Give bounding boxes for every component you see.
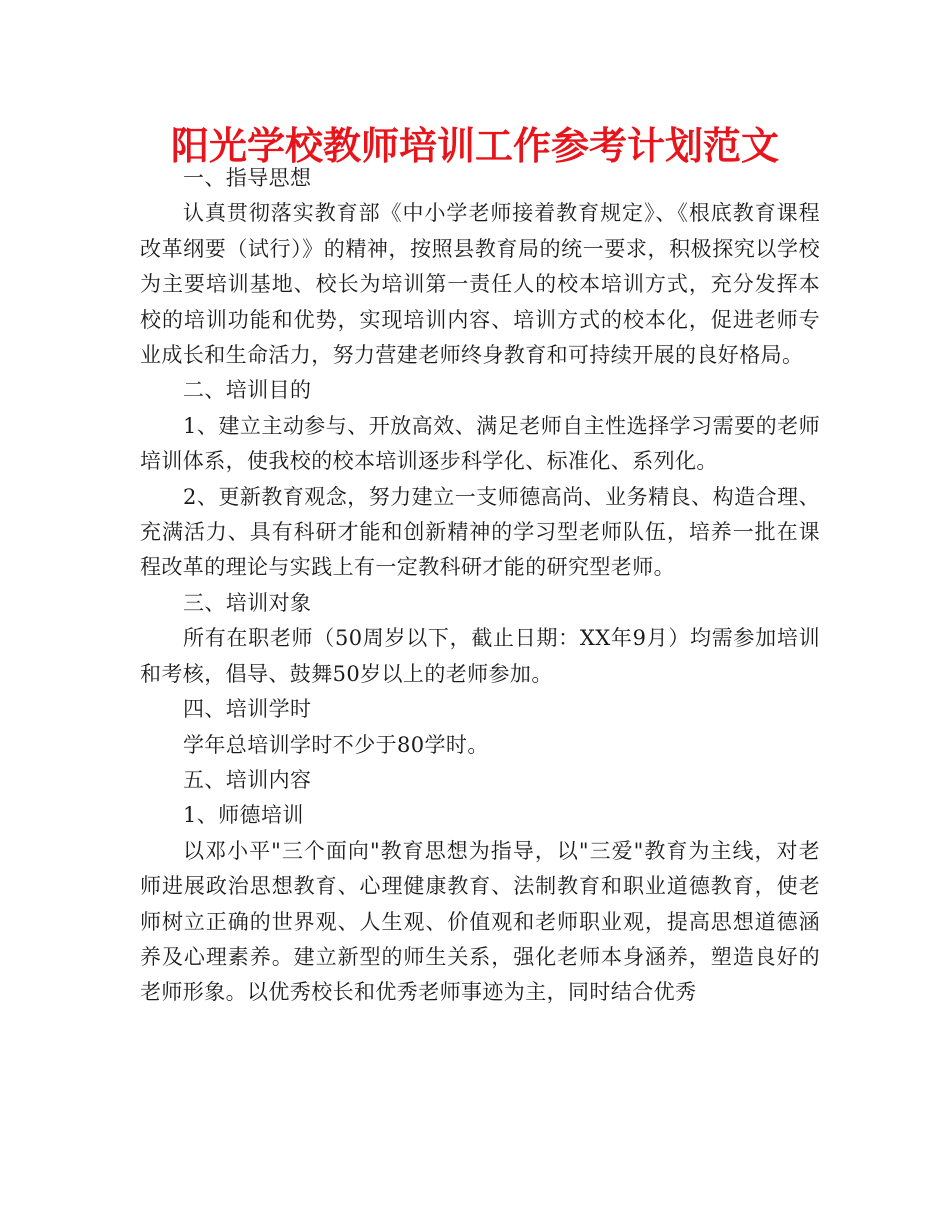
section-heading: 一、指导思想 [183, 166, 312, 190]
section-heading: 四、培训学时 [183, 697, 312, 722]
body-paragraph: 学年总培训学时不少于80学时。 [183, 732, 489, 757]
section-heading: 三、培训对象 [183, 590, 312, 615]
body-paragraph: 认真贯彻落实教育部《中小学老师接着教育规定》、《根底教育课程改革纲要（试行）》的精神，按照县教育局的统一要求，积极探究以学校为主要培训基地、校长为培训第一责任人的校本培训方式，充分发挥本校的培训功能和优势，实现培训内容、培训方式的校本化，促进老师专业成长和生命活力，努力营建老师终身教育和可持续开展的良好格局。 [140, 201, 820, 368]
document-body [140, 161, 820, 1011]
body-paragraph: 所有在职老师（50周岁以下，截止日期：XX年9月）均需参加培训和考核，倡导、鼓舞50岁以上的老师参加。 [140, 626, 820, 686]
subsection-heading: 1、师德培训 [183, 803, 304, 828]
body-paragraph: 2、更新教育观念，努力建立一支师德高尚、业务精良、构造合理、充满活力、具有科研才能和创新精神的学习型老师队伍，培养一批在课程改革的理论与实践上有一定教科研才能的研究型老师。 [140, 484, 820, 580]
body-paragraph: 以邓小平"三个面向"教育思想为指导，以"三爱"教育为主线，对老师进展政治思想教育、心理健康教育、法制教育和职业道德教育，使老师树立正确的世界观、人生观、价值观和老师职业观，提高思想道德涵养及心理素养。建立新型的师生关系，强化老师本身涵养，塑造良好的老师形象。以优秀校长和优秀老师事迹为主，同时结合优秀 [140, 838, 820, 1005]
section-heading: 二、培训目的 [183, 378, 312, 403]
document-title: 阳光学校教师培训工作参考计划范文 [170, 124, 779, 168]
section-heading: 五、培训内容 [183, 767, 312, 792]
body-paragraph: 1、建立主动参与、开放高效、满足老师自主性选择学习需要的老师培训体系，使我校的校本培训逐步科学化、标准化、系列化。 [140, 413, 820, 474]
